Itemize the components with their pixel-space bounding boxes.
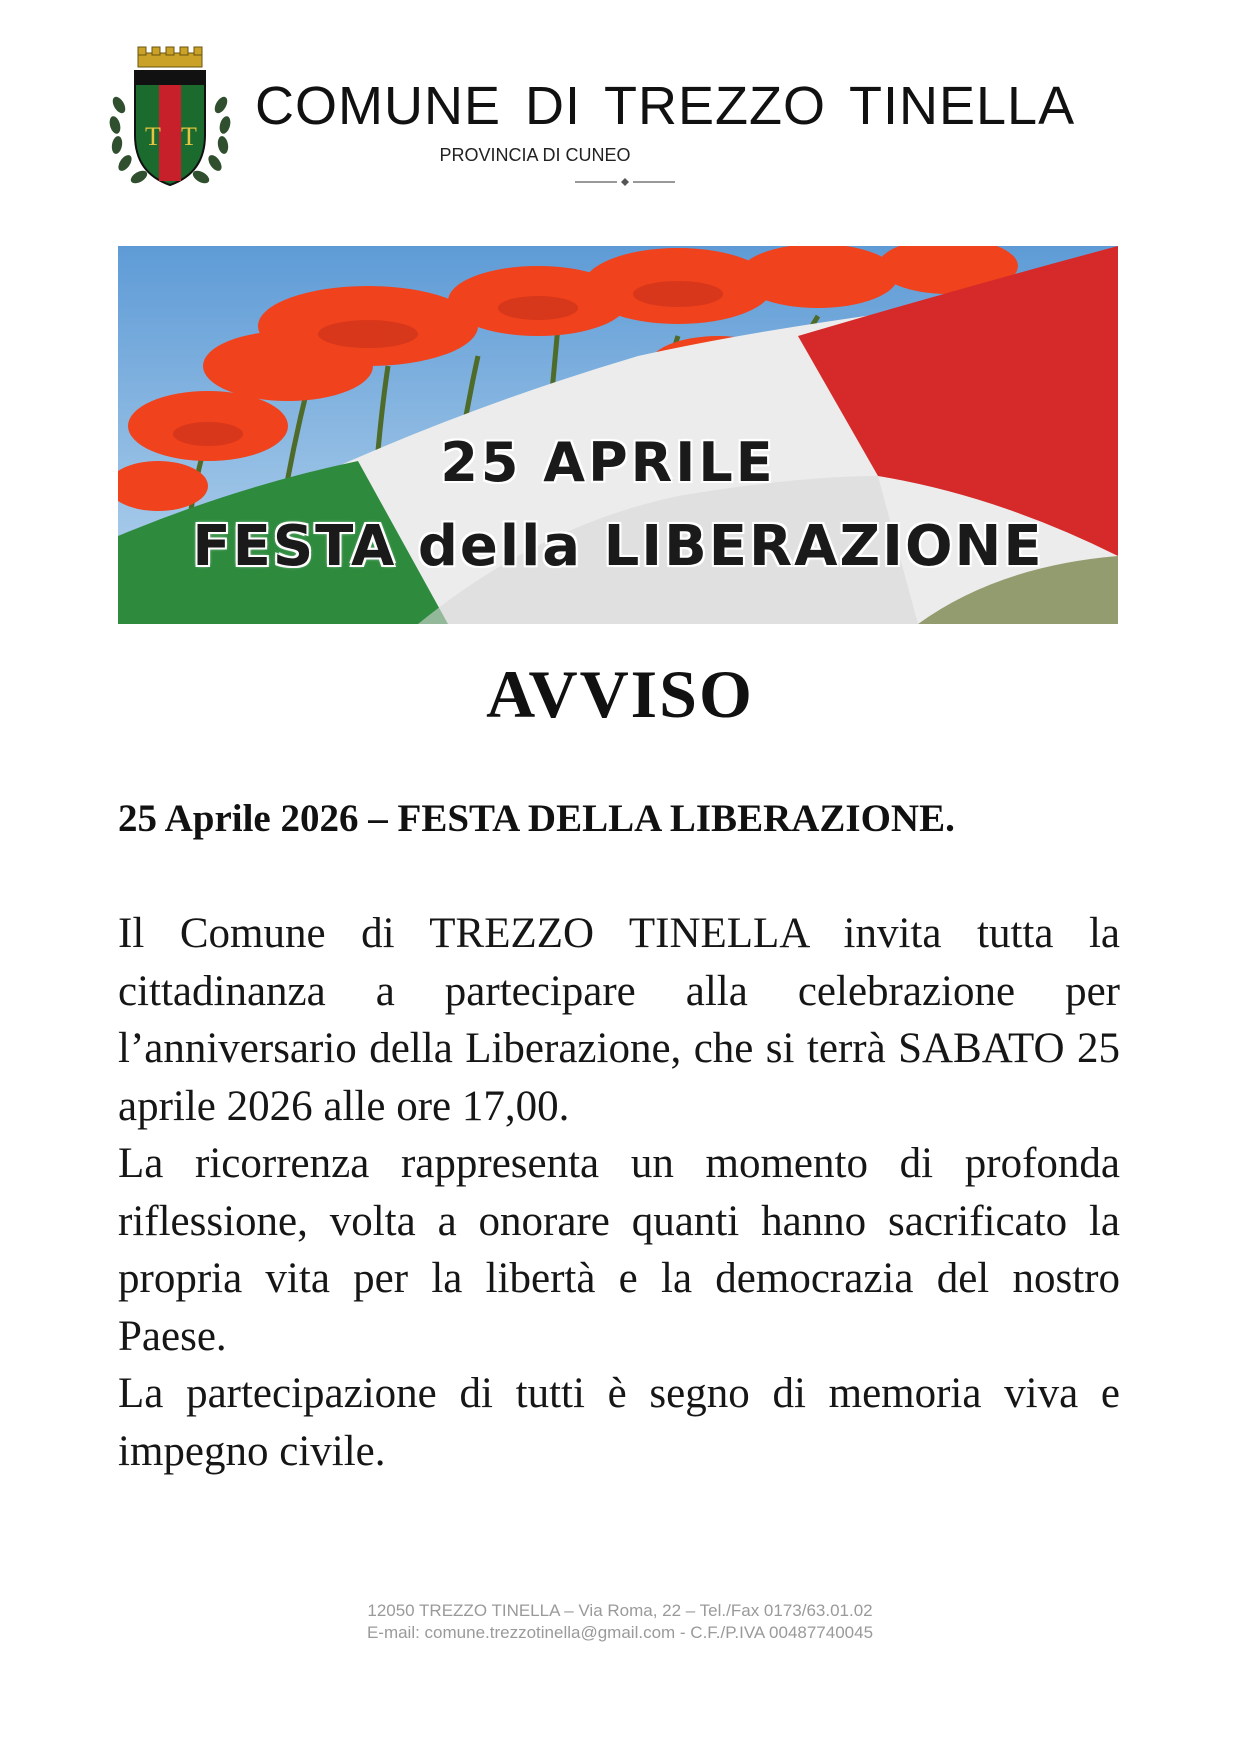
divider-ornament-icon xyxy=(575,175,675,189)
notice-body xyxy=(118,905,1120,1480)
municipality-name: COMUNE DI TREZZO TINELLA xyxy=(255,76,1076,136)
notice-title: AVVISO xyxy=(486,656,754,732)
crest-letter-left: T xyxy=(145,122,161,151)
footer-address: 12050 TREZZO TINELLA – Via Roma, 22 – Tel./Fax 0173/63.01.02 xyxy=(367,1601,873,1620)
banner-event-text: FESTA della LIBERAZIONE xyxy=(192,514,1044,579)
banner-date-text: 25 APRILE xyxy=(440,431,776,494)
municipal-crest-icon xyxy=(105,45,235,195)
liberation-day-banner xyxy=(118,246,1118,624)
notice-paragraph: La partecipazione di tutti è segno di memoria viva e impegno civile. xyxy=(118,1370,1120,1475)
notice-paragraph: La ricorrenza rappresenta un momento di profonda riflessione, volta a onorare quanti hanno sacrificato la propria vita per la libertà e la democrazia del nostro Paese. xyxy=(118,1140,1120,1360)
footer-contacts xyxy=(0,1600,1240,1644)
crest-letter-right: T xyxy=(181,122,197,151)
event-heading: 25 Aprile 2026 – FESTA DELLA LIBERAZIONE. xyxy=(118,797,955,840)
letterhead xyxy=(105,45,1125,205)
footer-email: E-mail: comune.trezzotinella@gmail.com - C.F./P.IVA 00487740045 xyxy=(366,1623,874,1642)
notice-paragraph: Il Comune di TREZZO TINELLA invita tutta la cittadinanza a partecipare alla celebrazione per l’anniversario della Liberazione, che si terrà SABATO 25 aprile 2026 alle ore 17,00. xyxy=(118,910,1120,1130)
province-name: PROVINCIA DI CUNEO xyxy=(439,145,631,165)
